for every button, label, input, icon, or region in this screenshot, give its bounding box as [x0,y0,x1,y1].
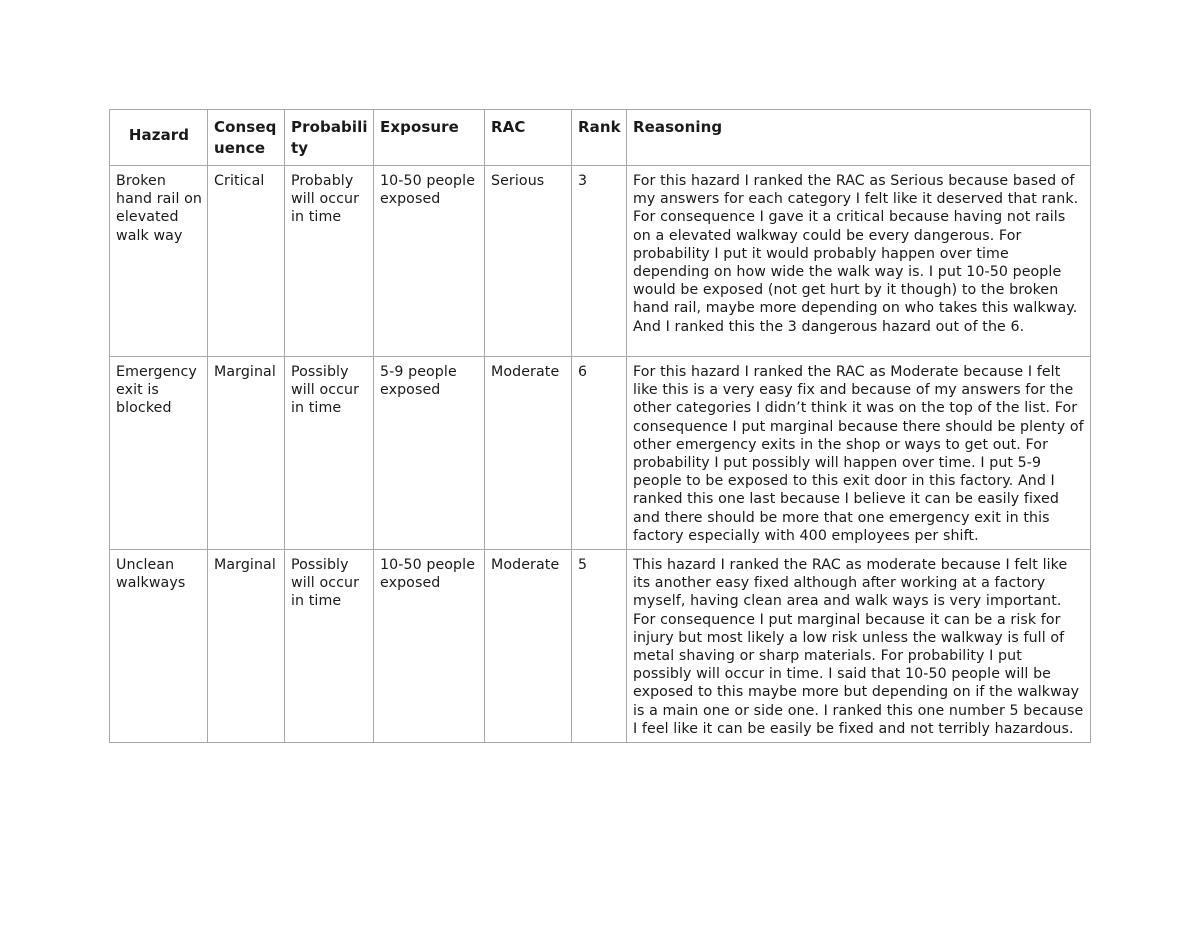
header-exposure: Exposure [374,110,485,166]
hazard-assessment-table [109,109,1091,743]
cell-consequence: Marginal [208,550,285,743]
table-header-row [110,110,1091,166]
header-consequence: Conseq uence [208,110,285,166]
cell-hazard: Broken hand rail on elevated walk way [110,166,208,357]
cell-probability: Possibly will occur in time [285,550,374,743]
header-hazard: Hazard [110,110,208,166]
cell-exposure: 10-50 people exposed [374,166,485,357]
table-row [110,166,1091,357]
cell-hazard: Emergency exit is blocked [110,357,208,550]
cell-exposure: 5-9 people exposed [374,357,485,550]
cell-rank: 6 [572,357,627,550]
cell-reasoning: For this hazard I ranked the RAC as Moderate because I felt like this is a very easy fix and because of my answers for the other categories I didn’t think it was on the top of the list. For consequence I put marginal because there should be plenty of other emergency exits in the shop or ways to get out. For probability I put possibly will happen over time. I put 5-9 people to be exposed to this exit door in this factory. And I ranked this one last because I believe it can be easily fixed and there should be more that one emergency exit in this factory especially with 400 employees per shift. [627,357,1091,550]
cell-hazard: Unclean walkways [110,550,208,743]
table-row [110,550,1091,743]
cell-rac: Moderate [485,357,572,550]
cell-reasoning: For this hazard I ranked the RAC as Serious because based of my answers for each category I felt like it deserved that rank. For consequence I gave it a critical because having not rails on a elevated walkway could be every dangerous. For probability I put it would probably happen over time depending on how wide the walk way is. I put 10-50 people would be exposed (not get hurt by it though) to the broken hand rail, maybe more depending on who takes this walkway. And I ranked this the 3 dangerous hazard out of the 6. [627,166,1091,357]
cell-rank: 5 [572,550,627,743]
cell-consequence: Marginal [208,357,285,550]
table-row [110,357,1091,550]
cell-consequence: Critical [208,166,285,357]
cell-reasoning: This hazard I ranked the RAC as moderate because I felt like its another easy fixed although after working at a factory myself, having clean area and walk ways is very important. For consequence I put marginal because it can be a risk for injury but most likely a low risk unless the walkway is full of metal shaving or sharp materials. For probability I put possibly will occur in time. I said that 10-50 people will be exposed to this maybe more but depending on if the walkway is a main one or side one. I ranked this one number 5 because I feel like it can be easily be fixed and not terribly hazardous. [627,550,1091,743]
cell-exposure: 10-50 people exposed [374,550,485,743]
cell-rac: Moderate [485,550,572,743]
cell-rac: Serious [485,166,572,357]
cell-probability: Possibly will occur in time [285,357,374,550]
header-reasoning: Reasoning [627,110,1091,166]
header-rank: Rank [572,110,627,166]
header-rac: RAC [485,110,572,166]
header-probability: Probabili ty [285,110,374,166]
cell-probability: Probably will occur in time [285,166,374,357]
cell-rank: 3 [572,166,627,357]
